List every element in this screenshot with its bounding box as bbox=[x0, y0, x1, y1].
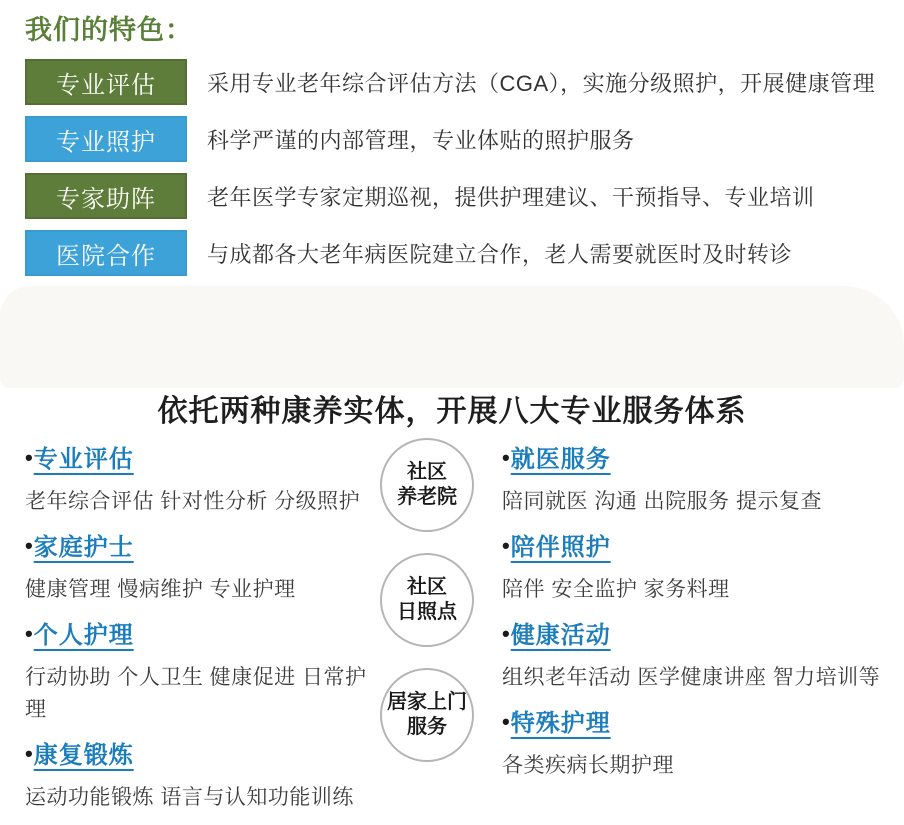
feature-row-professional-care bbox=[25, 116, 885, 162]
service-link-professional-assessment[interactable]: 专业评估 bbox=[33, 446, 134, 473]
service-description: 各类疾病长期护理 bbox=[502, 754, 674, 777]
feature-badge-professional-assessment: 专业评估 bbox=[25, 59, 187, 105]
feature-row-expert-support bbox=[25, 173, 885, 219]
service-item-companion-care bbox=[502, 529, 894, 606]
service-item-rehab-exercise bbox=[25, 737, 377, 814]
service-title-line bbox=[502, 617, 894, 656]
entity-circles bbox=[380, 438, 474, 762]
entity-line: 日照点 bbox=[397, 601, 457, 623]
bullet-icon: • bbox=[502, 621, 510, 646]
feature-badge-expert-support: 专家助阵 bbox=[25, 173, 187, 219]
service-title-line bbox=[25, 617, 377, 656]
service-item-special-nursing bbox=[502, 705, 894, 782]
services-right-column bbox=[502, 441, 894, 793]
service-item-personal-care bbox=[25, 617, 377, 726]
service-item-health-activities bbox=[502, 617, 894, 694]
bullet-icon: • bbox=[25, 621, 33, 646]
feature-description: 采用专业老年综合评估方法（CGA），实施分级照护，开展健康管理 bbox=[207, 70, 876, 96]
service-description: 组织老年活动 医学健康讲座 智力培训等 bbox=[502, 666, 881, 689]
bullet-icon: • bbox=[502, 445, 510, 470]
service-link-companion-care[interactable]: 陪伴照护 bbox=[510, 534, 611, 561]
feature-row-hospital-cooperation bbox=[25, 230, 885, 276]
service-description: 陪同就医 沟通 出院服务 提示复查 bbox=[502, 490, 823, 513]
service-item-professional-assessment bbox=[25, 441, 377, 518]
bullet-icon: • bbox=[25, 741, 33, 766]
service-description: 健康管理 慢病维护 专业护理 bbox=[25, 578, 296, 601]
entity-line: 养老院 bbox=[397, 486, 457, 508]
feature-badge-hospital-cooperation: 医院合作 bbox=[25, 230, 187, 276]
service-link-health-activities[interactable]: 健康活动 bbox=[510, 622, 611, 649]
feature-description: 与成都各大老年病医院建立合作，老人需要就医时及时转诊 bbox=[207, 241, 793, 267]
service-link-medical-escort[interactable]: 就医服务 bbox=[510, 446, 611, 473]
service-title-line bbox=[25, 737, 377, 776]
service-title-line bbox=[502, 441, 894, 480]
entity-circle-community-nursing-home bbox=[380, 438, 474, 532]
features-section bbox=[25, 8, 885, 276]
entity-line: 社区 bbox=[407, 461, 447, 483]
feature-description: 科学严谨的内部管理，专业体贴的照护服务 bbox=[207, 127, 635, 153]
entity-circle-community-daycare bbox=[380, 553, 474, 647]
service-link-personal-care[interactable]: 个人护理 bbox=[33, 622, 134, 649]
service-title-line bbox=[25, 529, 377, 568]
bullet-icon: • bbox=[502, 709, 510, 734]
services-left-column bbox=[25, 441, 377, 825]
entity-line: 居家上门 bbox=[387, 691, 467, 713]
service-link-special-nursing[interactable]: 特殊护理 bbox=[510, 710, 611, 737]
feature-rows bbox=[25, 59, 885, 276]
service-description: 运动功能锻炼 语言与认知功能训练 bbox=[25, 786, 354, 809]
service-title-line bbox=[502, 705, 894, 744]
service-description: 行动协助 个人卫生 健康促进 日常护理 bbox=[25, 666, 367, 721]
service-link-rehab-exercise[interactable]: 康复锻炼 bbox=[33, 742, 134, 769]
entity-circle-home-visit bbox=[380, 668, 474, 762]
service-description: 陪伴 安全监护 家务料理 bbox=[502, 578, 730, 601]
background-band bbox=[0, 286, 904, 388]
service-link-family-nurse[interactable]: 家庭护士 bbox=[33, 534, 134, 561]
service-title-line bbox=[25, 441, 377, 480]
bullet-icon: • bbox=[25, 445, 33, 470]
entity-line: 服务 bbox=[407, 716, 447, 738]
service-item-family-nurse bbox=[25, 529, 377, 606]
services-heading: 依托两种康养实体，开展八大专业服务体系 bbox=[157, 395, 747, 428]
feature-row-professional-assessment bbox=[25, 59, 885, 105]
bullet-icon: • bbox=[25, 533, 33, 558]
service-item-medical-escort bbox=[502, 441, 894, 518]
feature-badge-professional-care: 专业照护 bbox=[25, 116, 187, 162]
service-description: 老年综合评估 针对性分析 分级照护 bbox=[25, 490, 361, 513]
features-heading: 我们的特色： bbox=[25, 15, 193, 45]
service-title-line bbox=[502, 529, 894, 568]
entity-line: 社区 bbox=[407, 576, 447, 598]
bullet-icon: • bbox=[502, 533, 510, 558]
feature-description: 老年医学专家定期巡视，提供护理建议、干预指导、专业培训 bbox=[207, 184, 815, 210]
